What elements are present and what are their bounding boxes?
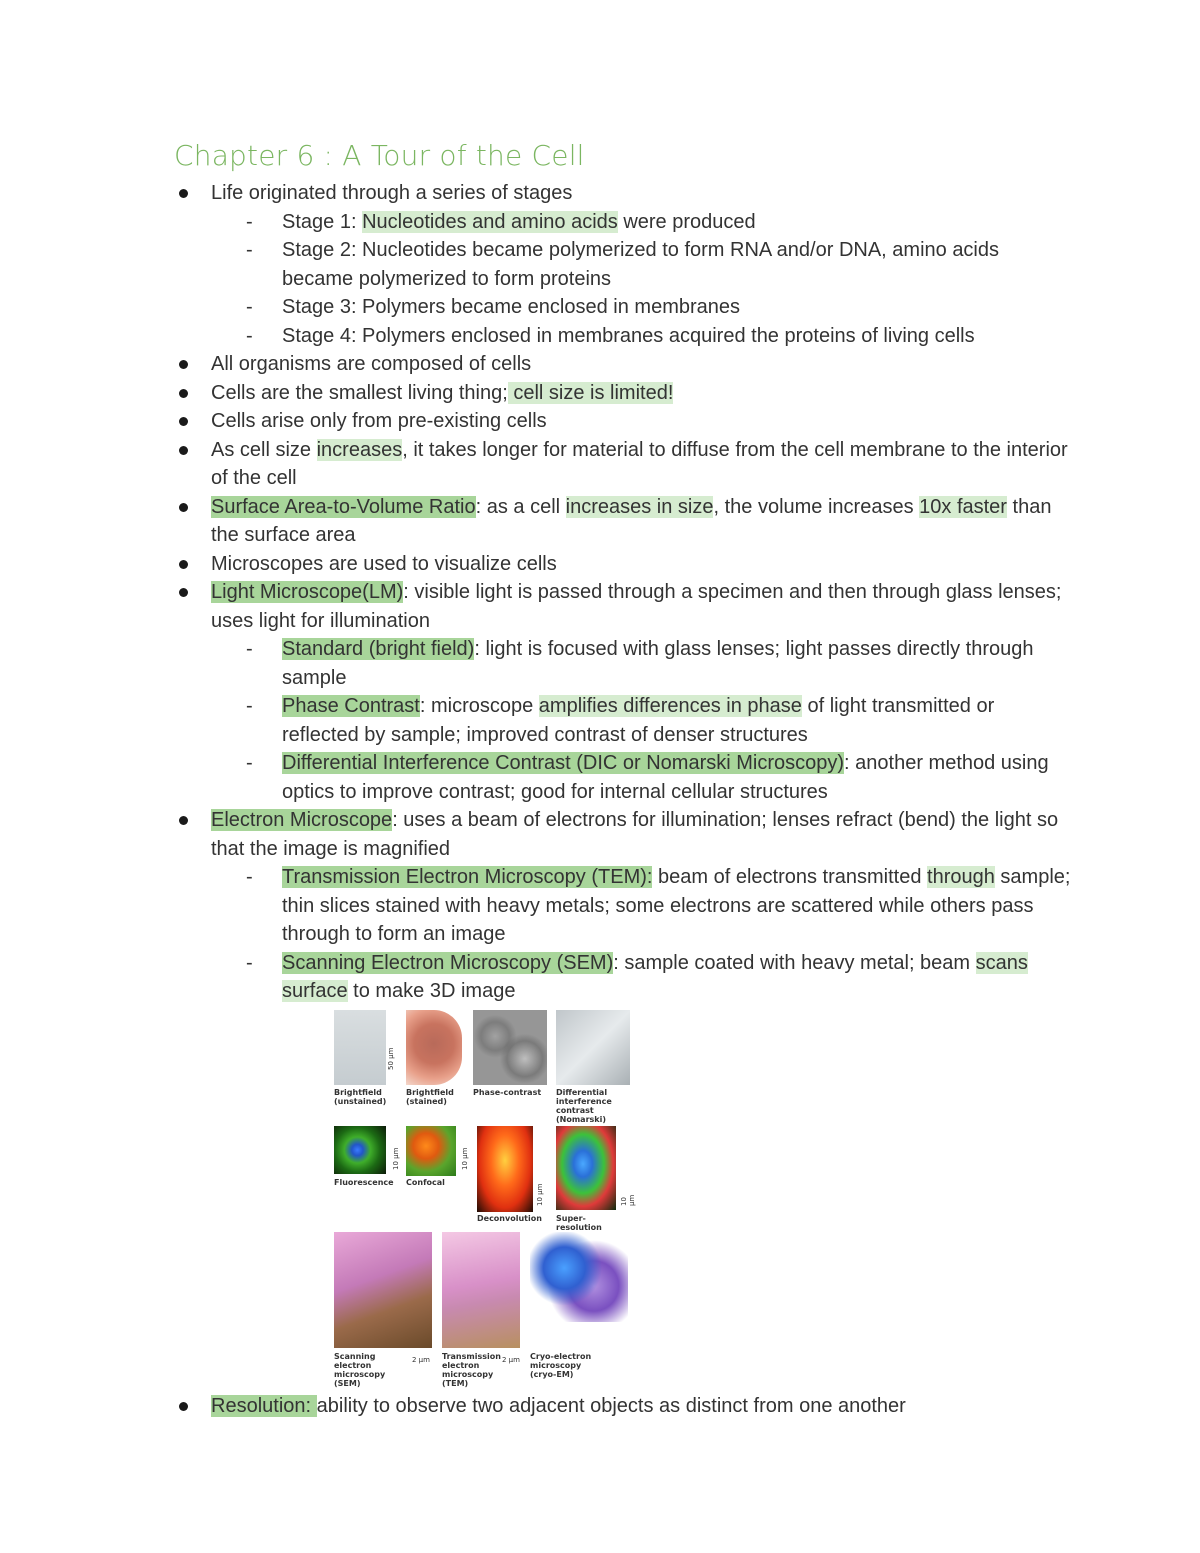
- tem-image: [442, 1232, 520, 1348]
- bullet-item: [174, 179, 1074, 208]
- text-segment: , it takes longer for material to diffuse from the cell membrane to the interior of the cell: [211, 438, 1068, 489]
- sub-item: [174, 322, 1074, 351]
- caption-confocal: Confocal: [406, 1177, 445, 1187]
- caption-super-resolution: Super-resolution: [556, 1213, 602, 1232]
- text-segment: Stage 2: Nucleotides became polymerized to form RNA and/or DNA, amino acids became polymerized to form proteins: [282, 239, 1000, 290]
- caption-deconvolution: Deconvolution: [477, 1213, 542, 1223]
- text-segment: Cells are the smallest living thing;: [211, 381, 508, 404]
- bullet-icon: [179, 588, 188, 597]
- scale-label: 2 µm: [502, 1355, 520, 1364]
- sub-item: [174, 293, 1074, 322]
- scale-label: 10 µm: [461, 1147, 469, 1170]
- text-segment: Stage 4: Polymers enclosed in membranes acquired the proteins of living cells: [282, 324, 975, 347]
- caption-phase-contrast: Phase-contrast: [473, 1087, 542, 1097]
- highlighted-text: Transmission Electron Microscopy (TEM):: [282, 866, 653, 888]
- scale-label: 50 µm: [387, 1047, 395, 1070]
- highlighted-text: scans surface: [282, 951, 1028, 1002]
- deconvolution-image: [477, 1126, 533, 1212]
- text-segment: Stage 1:: [282, 210, 363, 233]
- text-segment: of light transmitted or reflected by sample; improved contrast of denser structures: [282, 695, 995, 746]
- bullet-icon: [179, 1402, 188, 1411]
- text-segment: Life originated through a series of stages: [211, 182, 573, 204]
- highlighted-text: Surface Area-to-Volume Ratio: [211, 495, 476, 518]
- text-segment: : as a cell: [475, 495, 566, 518]
- caption-sem: Scanning electron microscopy (SEM): [334, 1351, 386, 1388]
- sub-item: [174, 692, 1074, 749]
- bullet-item: [174, 350, 1074, 379]
- dash-icon: -: [246, 296, 253, 318]
- bullet-item: [174, 379, 1074, 408]
- text-segment: ability to observe two adjacent objects as distinct from one another: [316, 1394, 906, 1417]
- super-resolution-image: [556, 1126, 616, 1210]
- highlighted-text: Electron Microscope: [211, 809, 393, 831]
- highlighted-text: increases in size: [565, 495, 714, 518]
- text-segment: : sample coated with heavy metal; beam: [613, 951, 976, 974]
- text-segment: : light is focused with glass lenses; light passes directly through sample: [282, 638, 1034, 689]
- highlighted-text: Resolution:: [211, 1394, 317, 1417]
- text-segment: : another method using optics to improve contrast; good for internal cellular structures: [282, 752, 1049, 803]
- scale-label: 2 µm: [412, 1355, 430, 1364]
- highlighted-text: Nucleotides and amino acids: [362, 210, 618, 233]
- scale-label: 10 µm: [620, 1194, 636, 1206]
- text-segment: Microscopes are used to visualize cells: [211, 552, 557, 575]
- bullet-icon: [179, 503, 188, 512]
- sub-item: [174, 208, 1074, 237]
- text-segment: were produced: [617, 210, 756, 233]
- bullet-icon: [179, 360, 188, 369]
- bullet-item: [174, 407, 1074, 436]
- dash-icon: -: [246, 324, 253, 347]
- bullet-icon: [179, 417, 188, 426]
- dash-icon: -: [246, 239, 253, 261]
- confocal-image: [406, 1126, 456, 1176]
- bullet-item: [174, 806, 1074, 863]
- text-segment: sample; thin slices stained with heavy metals; some electrons are scattered while others pass through to form an image: [282, 866, 1071, 945]
- document-page: [174, 136, 1074, 1420]
- sub-item: [174, 236, 1074, 293]
- sub-item: [174, 635, 1074, 692]
- scale-label: 10 µm: [392, 1147, 400, 1170]
- highlighted-text: Light Microscope(LM): [211, 581, 404, 603]
- highlighted-text: cell size is limited!: [507, 381, 674, 404]
- highlighted-text: Differential Interference Contrast (DIC or Nomarski Microscopy): [282, 752, 845, 774]
- text-segment: Cells arise only from pre-existing cells: [211, 410, 547, 432]
- text-segment: : visible light is passed through a specimen and then through glass lenses; uses light for illumination: [211, 581, 1062, 632]
- bullet-icon: [179, 446, 188, 455]
- caption-cryo-em: Cryo-electron microscopy (cryo-EM): [530, 1351, 592, 1379]
- cryo-em-image: [530, 1232, 628, 1322]
- bullet-item: [174, 578, 1074, 635]
- dash-icon: -: [246, 951, 253, 974]
- dic-image: [556, 1010, 630, 1085]
- resolution-row: [174, 1392, 1074, 1421]
- sub-item: [174, 863, 1074, 949]
- caption-dic: Differential interference contrast (Nomarski): [556, 1087, 612, 1124]
- text-segment: , the volume increases: [713, 495, 920, 518]
- scale-label: 10 µm: [536, 1183, 544, 1206]
- bullet-item: [174, 550, 1074, 579]
- bullet-icon: [179, 389, 188, 398]
- sub-item: [174, 749, 1074, 806]
- brightfield-stained-image: [406, 1010, 462, 1085]
- dash-icon: -: [246, 638, 253, 660]
- dash-icon: -: [246, 695, 253, 717]
- brightfield-unstained-image: [334, 1010, 386, 1085]
- outline-list: [174, 179, 1074, 1006]
- caption-brightfield-unstained: Brightfield (unstained): [334, 1087, 387, 1106]
- sem-image: [334, 1232, 432, 1348]
- bullet-item: [174, 493, 1074, 550]
- text-segment: beam of electrons transmitted: [652, 866, 928, 888]
- dash-icon: -: [246, 866, 253, 888]
- fluorescence-image: [334, 1126, 386, 1174]
- page-title: Chapter 6 : A Tour of the Cell: [174, 139, 585, 172]
- microscopy-figure: [334, 1010, 636, 1388]
- caption-tem: Transmission electron microscopy (TEM): [442, 1351, 501, 1388]
- text-segment: than the surface area: [211, 495, 1052, 546]
- text-segment: : uses a beam of electrons for illumination; lenses refract (bend) the light so that the image is magnified: [211, 809, 1059, 860]
- bullet-icon: [179, 189, 188, 198]
- text-segment: : microscope: [419, 695, 539, 717]
- bullet-item: [174, 436, 1074, 493]
- sub-item: [174, 949, 1074, 1006]
- bullet-icon: [179, 816, 188, 825]
- highlighted-text: Scanning Electron Microscopy (SEM): [282, 951, 614, 974]
- highlighted-text: Standard (bright field): [282, 638, 475, 660]
- text-segment: Stage 3: Polymers became enclosed in membranes: [282, 296, 741, 318]
- text-segment: As cell size: [211, 438, 317, 461]
- phase-contrast-image: [473, 1010, 547, 1085]
- dash-icon: -: [246, 752, 253, 774]
- caption-fluorescence: Fluorescence: [334, 1177, 394, 1187]
- text-segment: to make 3D image: [347, 980, 516, 1002]
- highlighted-text: amplifies differences in phase: [538, 695, 802, 717]
- highlighted-text: through: [927, 866, 995, 888]
- highlighted-text: 10x faster: [919, 495, 1007, 518]
- caption-brightfield-stained: Brightfield (stained): [406, 1087, 454, 1106]
- bullet-item: [174, 1392, 1074, 1421]
- highlighted-text: Phase Contrast: [282, 695, 420, 717]
- bullet-icon: [179, 560, 188, 569]
- dash-icon: -: [246, 210, 253, 233]
- highlighted-text: increases: [316, 438, 403, 461]
- text-segment: All organisms are composed of cells: [211, 353, 532, 375]
